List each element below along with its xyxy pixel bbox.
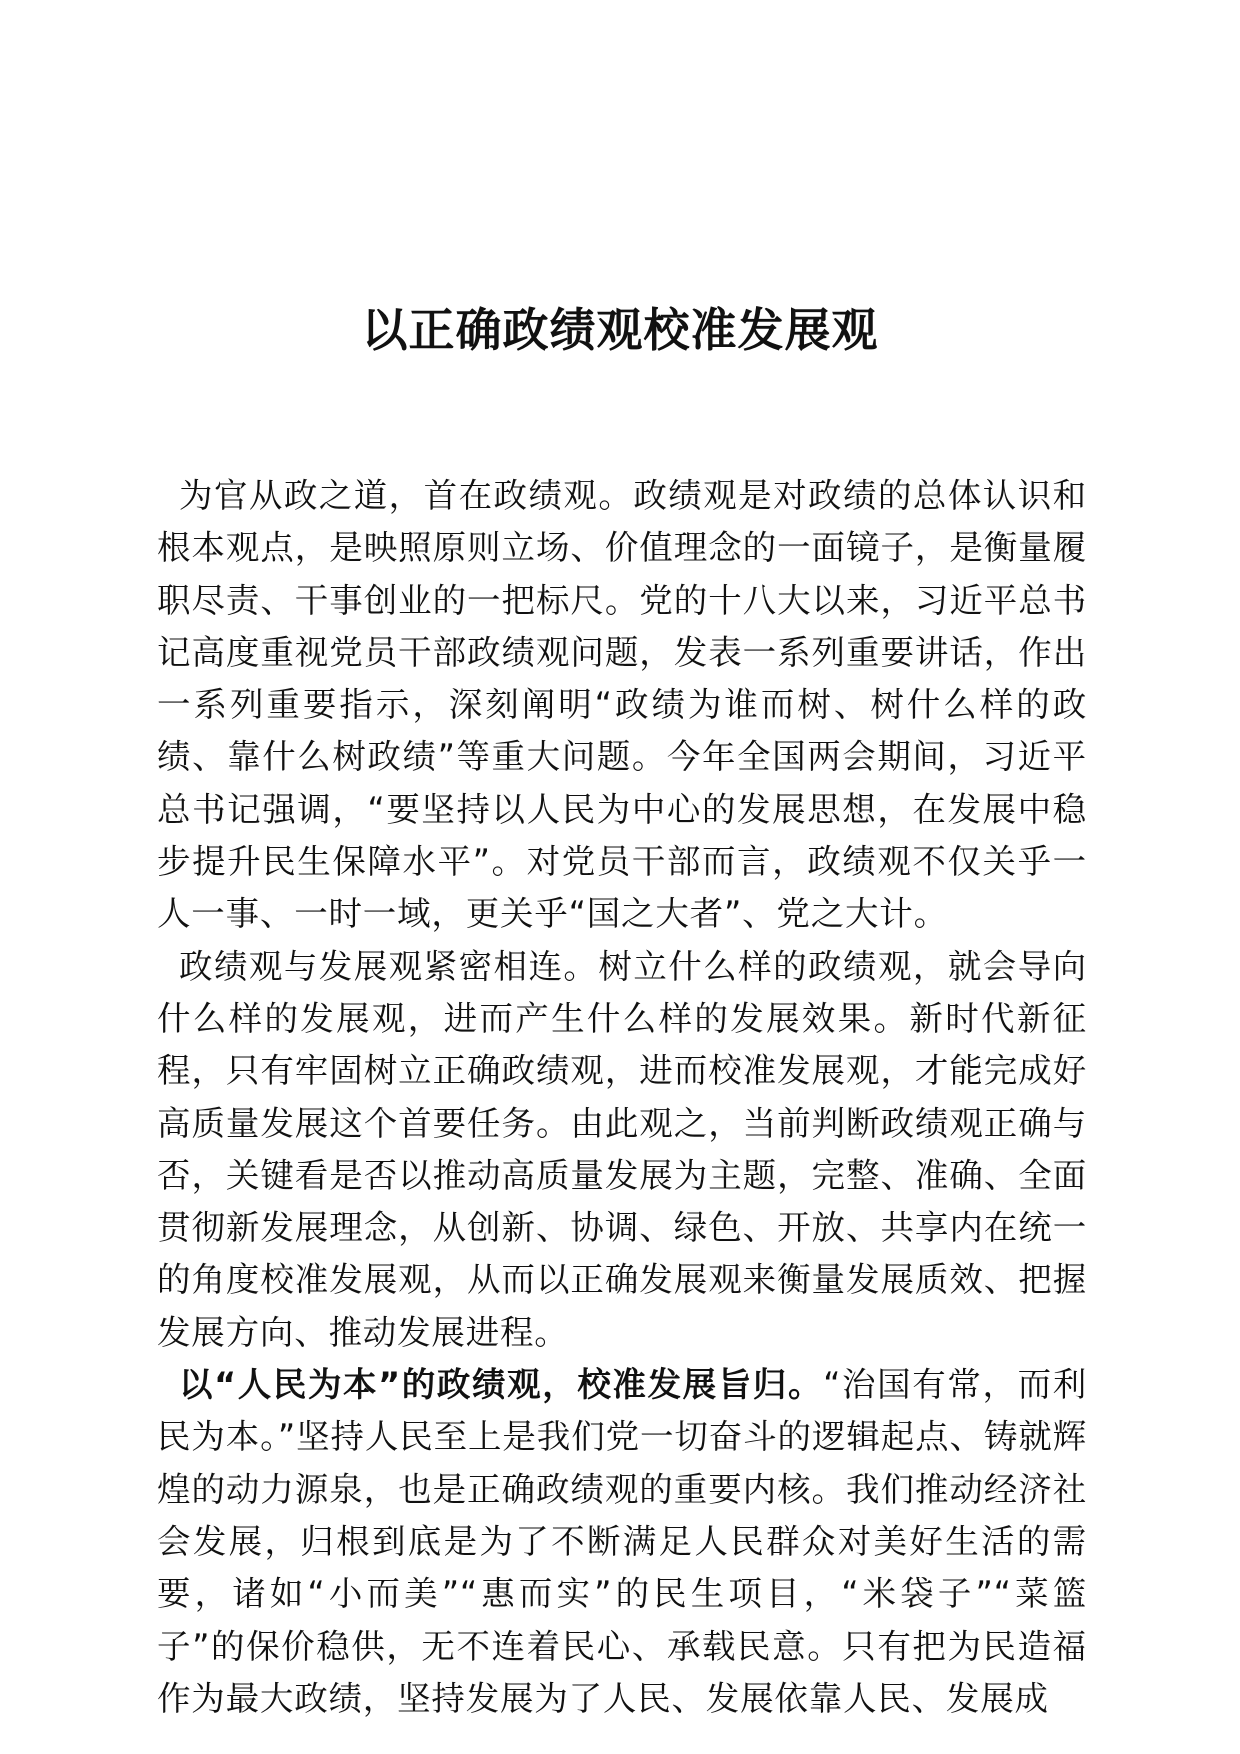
paragraph-2: [157, 941, 1087, 1359]
paragraph-1: [157, 470, 1087, 941]
document-body: [157, 470, 1087, 1725]
paragraph-2-text: 政绩观与发展观紧密相连。树立什么样的政绩观，就会导向什么样的发展观，进而产生什么样的发展效果。新时代新征程，只有牢固树立正确政绩观，进而校准发展观，才能完成好高质量发展这个首要任务。由此观之，当前判断政绩观正确与否，关键看是否以推动高质量发展为主题，完整、准确、全面贯彻新发展理念，从创新、协调、绿色、开放、共享内在统一的角度校准发展观，从而以正确发展观来衡量发展质效、把握发展方向、推动发展进程。: [157, 946, 1087, 1352]
paragraph-3-lead-heading: 以“人民为本”的政绩观，校准发展旨归。: [179, 1365, 824, 1405]
paragraph-3-text: “治国有常，而利民为本。”坚持人民至上是我们党一切奋斗的逻辑起点、铸就辉煌的动力源泉，也是正确政绩观的重要内核。我们推动经济社会发展，归根到底是为了不断满足人民群众对美好生活的需要，诸如“小而美”“惠而实”的民生项目，“米袋子”“菜篮子”的保价稳供，无不连着民心、承载民意。只有把为民造福作为最大政绩，坚持发展为了人民、发展依靠人民、发展成: [157, 1365, 1088, 1718]
paragraph-3: [157, 1359, 1087, 1725]
document-title: 以正确政绩观校准发展观: [361, 303, 879, 357]
paragraph-1-text: 为官从政之道，首在政绩观。政绩观是对政绩的总体认识和根本观点，是映照原则立场、价值理念的一面镜子，是衡量履职尽责、干事创业的一把标尺。党的十八大以来，习近平总书记高度重视党员干部政绩观问题，发表一系列重要讲话，作出一系列重要指示，深刻阐明“政绩为谁而树、树什么样的政绩、靠什么树政绩”等重大问题。今年全国两会期间，习近平总书记强调，“要坚持以人民为中心的发展思想，在发展中稳步提升民生保障水平”。对党员干部而言，政绩观不仅关乎一人一事、一时一域，更关乎“国之大者”、党之大计。: [157, 476, 1087, 934]
